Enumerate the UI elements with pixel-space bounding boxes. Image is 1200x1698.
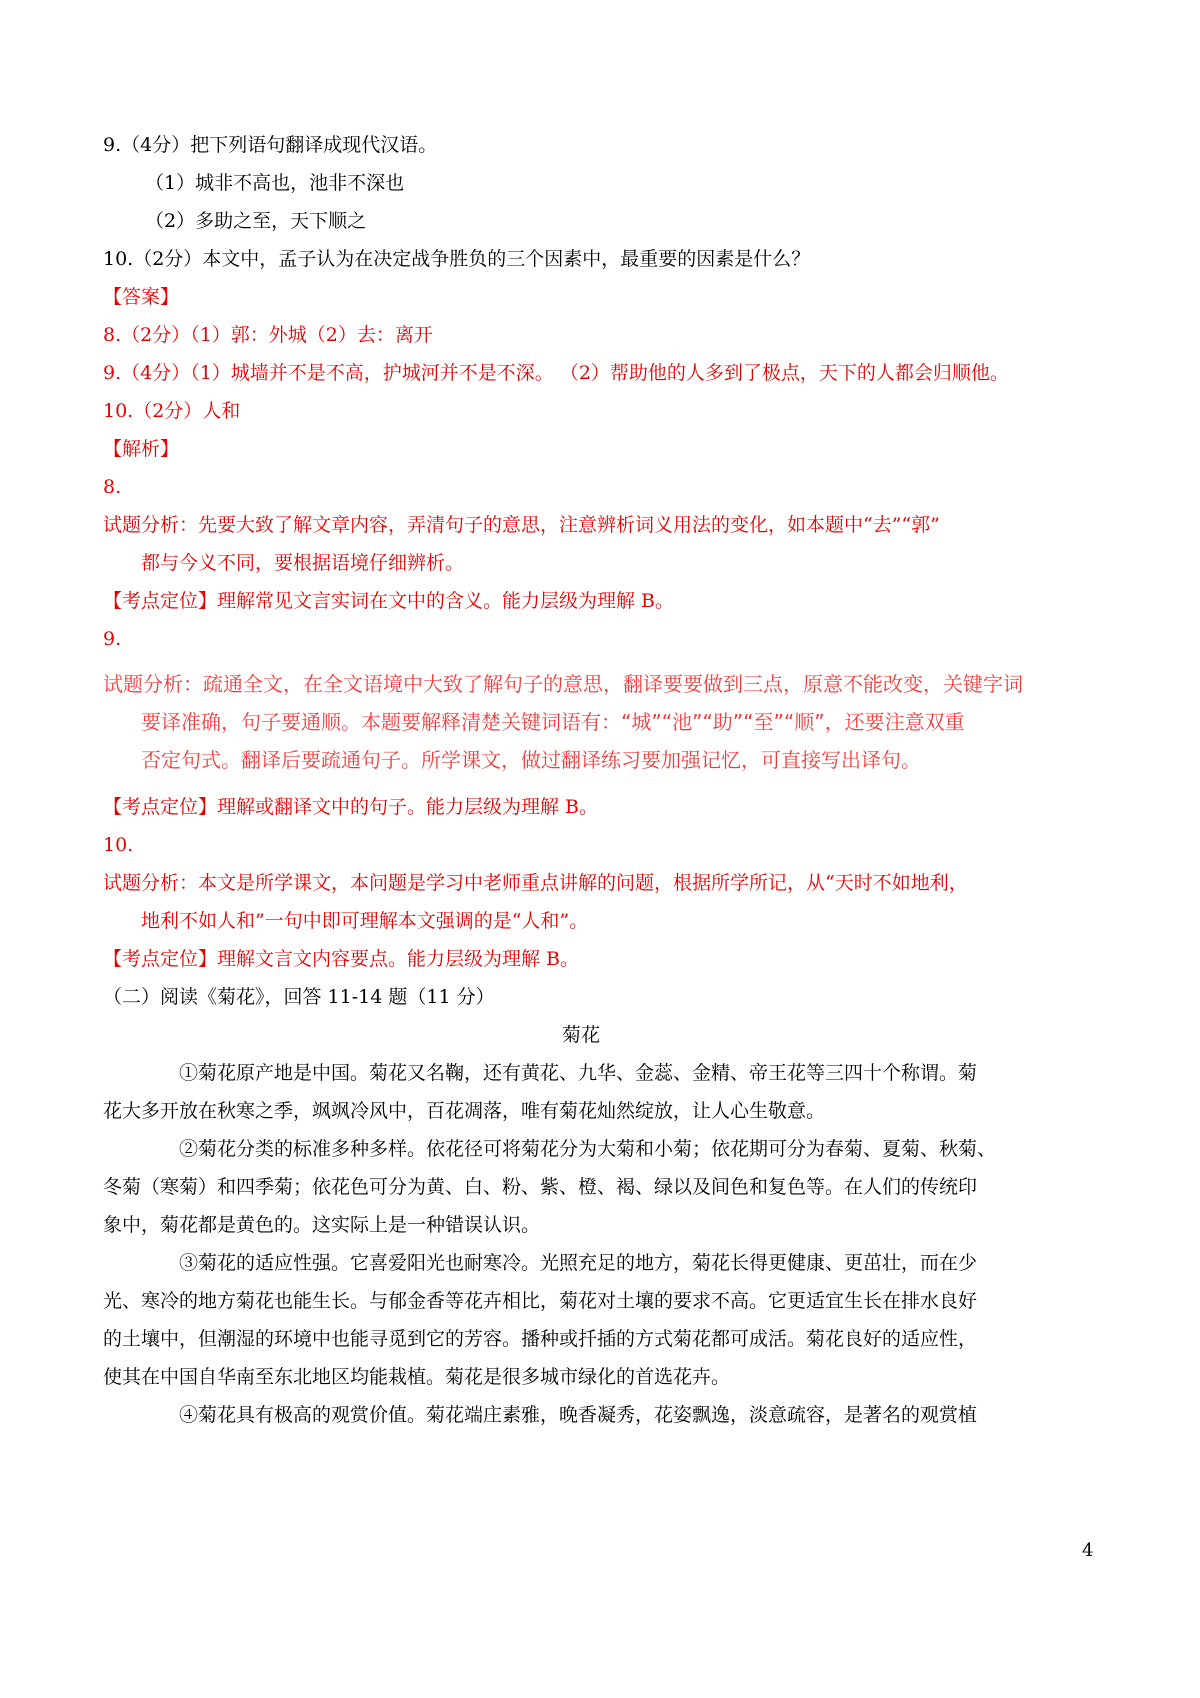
para3-line3: 的土壤中，但潮湿的环境中也能寻觅到它的芳容。播种或扦插的方式菊花都可成活。菊花良好的适应性，	[103, 1328, 978, 1350]
q9-sub1: （1）城非不高也，池非不深也	[145, 172, 405, 194]
answer-9: 9.（4分）（1）城墙并不是不高，护城河并不是不深。 （2）帮助他的人多到了极点，天下的人都会归顺他。	[103, 362, 1009, 384]
analysis-number-9: 9.	[103, 628, 122, 650]
analysis-number-10: 10.	[103, 834, 134, 856]
analysis-number-8: 8.	[103, 476, 122, 498]
para3-line1: ③菊花的适应性强。它喜爱阳光也耐寒冷。光照充足的地方，菊花长得更健康、更茁壮，而在少	[179, 1252, 978, 1274]
q9-sub2: （2）多助之至，天下顺之	[145, 210, 367, 232]
para3-line2: 光、寒冷的地方菊花也能生长。与郁金香等花卉相比，菊花对土壤的要求不高。它更适宜生长在排水良好	[103, 1290, 978, 1312]
answer-8: 8.（2分）（1）郭：外城（2）去：离开	[103, 324, 433, 346]
para2-line1: ②菊花分类的标准多种多样。依花径可将菊花分为大菊和小菊；依花期可分为春菊、夏菊、秋菊、	[179, 1138, 997, 1160]
section2-intro: （二）阅读《菊花》，回答 11-14 题（11 分）	[103, 986, 495, 1008]
para4-line1: ④菊花具有极高的观赏价值。菊花端庄素雅，晚香凝秀，花姿飘逸，淡意疏容，是著名的观赏植	[179, 1404, 978, 1426]
analysis-8-line1: 试题分析：先要大致了解文章内容，弄清句子的意思，注意辨析词义用法的变化，如本题中“去”“郭”	[103, 514, 940, 536]
para2-line2: 冬菊（寒菊）和四季菊；依花色可分为黄、白、粉、紫、橙、褐、绿以及间色和复色等。在人们的传统印	[103, 1176, 978, 1198]
answer-heading: 【答案】	[103, 286, 180, 308]
passage-title: 菊花	[562, 1024, 601, 1046]
analysis-10-line2: 地利不如人和”一句中即可理解本文强调的是“人和”。	[141, 910, 589, 932]
analysis-heading: 【解析】	[103, 438, 180, 460]
key-point-8: 【考点定位】理解常见文言实词在文中的含义。能力层级为理解 B。	[103, 590, 675, 612]
para1-line1: ①菊花原产地是中国。菊花又名鞠，还有黄花、九华、金蕊、金精、帝王花等三四十个称谓。菊	[179, 1062, 978, 1084]
key-point-10: 【考点定位】理解文言文内容要点。能力层级为理解 B。	[103, 948, 580, 970]
para1-line2: 花大多开放在秋寒之季，飒飒冷风中，百花凋落，唯有菊花灿然绽放，让人心生敬意。	[103, 1100, 826, 1122]
analysis-9-line3: 否定句式。翻译后要疏通句子。所学课文，做过翻译练习要加强记忆，可直接写出译句。	[141, 748, 921, 772]
q10-stem: 10.（2分）本文中，孟子认为在决定战争胜负的三个因素中，最重要的因素是什么？	[103, 248, 811, 270]
analysis-9-line1: 试题分析：疏通全文，在全文语境中大致了解句子的意思，翻译要要做到三点，原意不能改变，关键字词	[103, 672, 1023, 696]
key-point-9: 【考点定位】理解或翻译文中的句子。能力层级为理解 B。	[103, 796, 599, 818]
page-number: 4	[1082, 1540, 1094, 1561]
answer-10: 10.（2分）人和	[103, 400, 241, 422]
q9-stem: 9.（4分）把下列语句翻译成现代汉语。	[103, 134, 438, 156]
para3-line4: 使其在中国自华南至东北地区均能栽植。菊花是很多城市绿化的首选花卉。	[103, 1366, 731, 1388]
analysis-9-line2: 要译准确，句子要通顺。本题要解释清楚关键词语有：“城”“池”“助”“至”“顺”，还要注意双重	[141, 710, 965, 734]
para2-line3: 象中，菊花都是黄色的。这实际上是一种错误认识。	[103, 1214, 541, 1236]
analysis-8-line2: 都与今义不同，要根据语境仔细辨析。	[141, 552, 465, 574]
analysis-10-line1: 试题分析：本文是所学课文，本问题是学习中老师重点讲解的问题，根据所学所记，从“天时不如地利，	[103, 872, 968, 894]
